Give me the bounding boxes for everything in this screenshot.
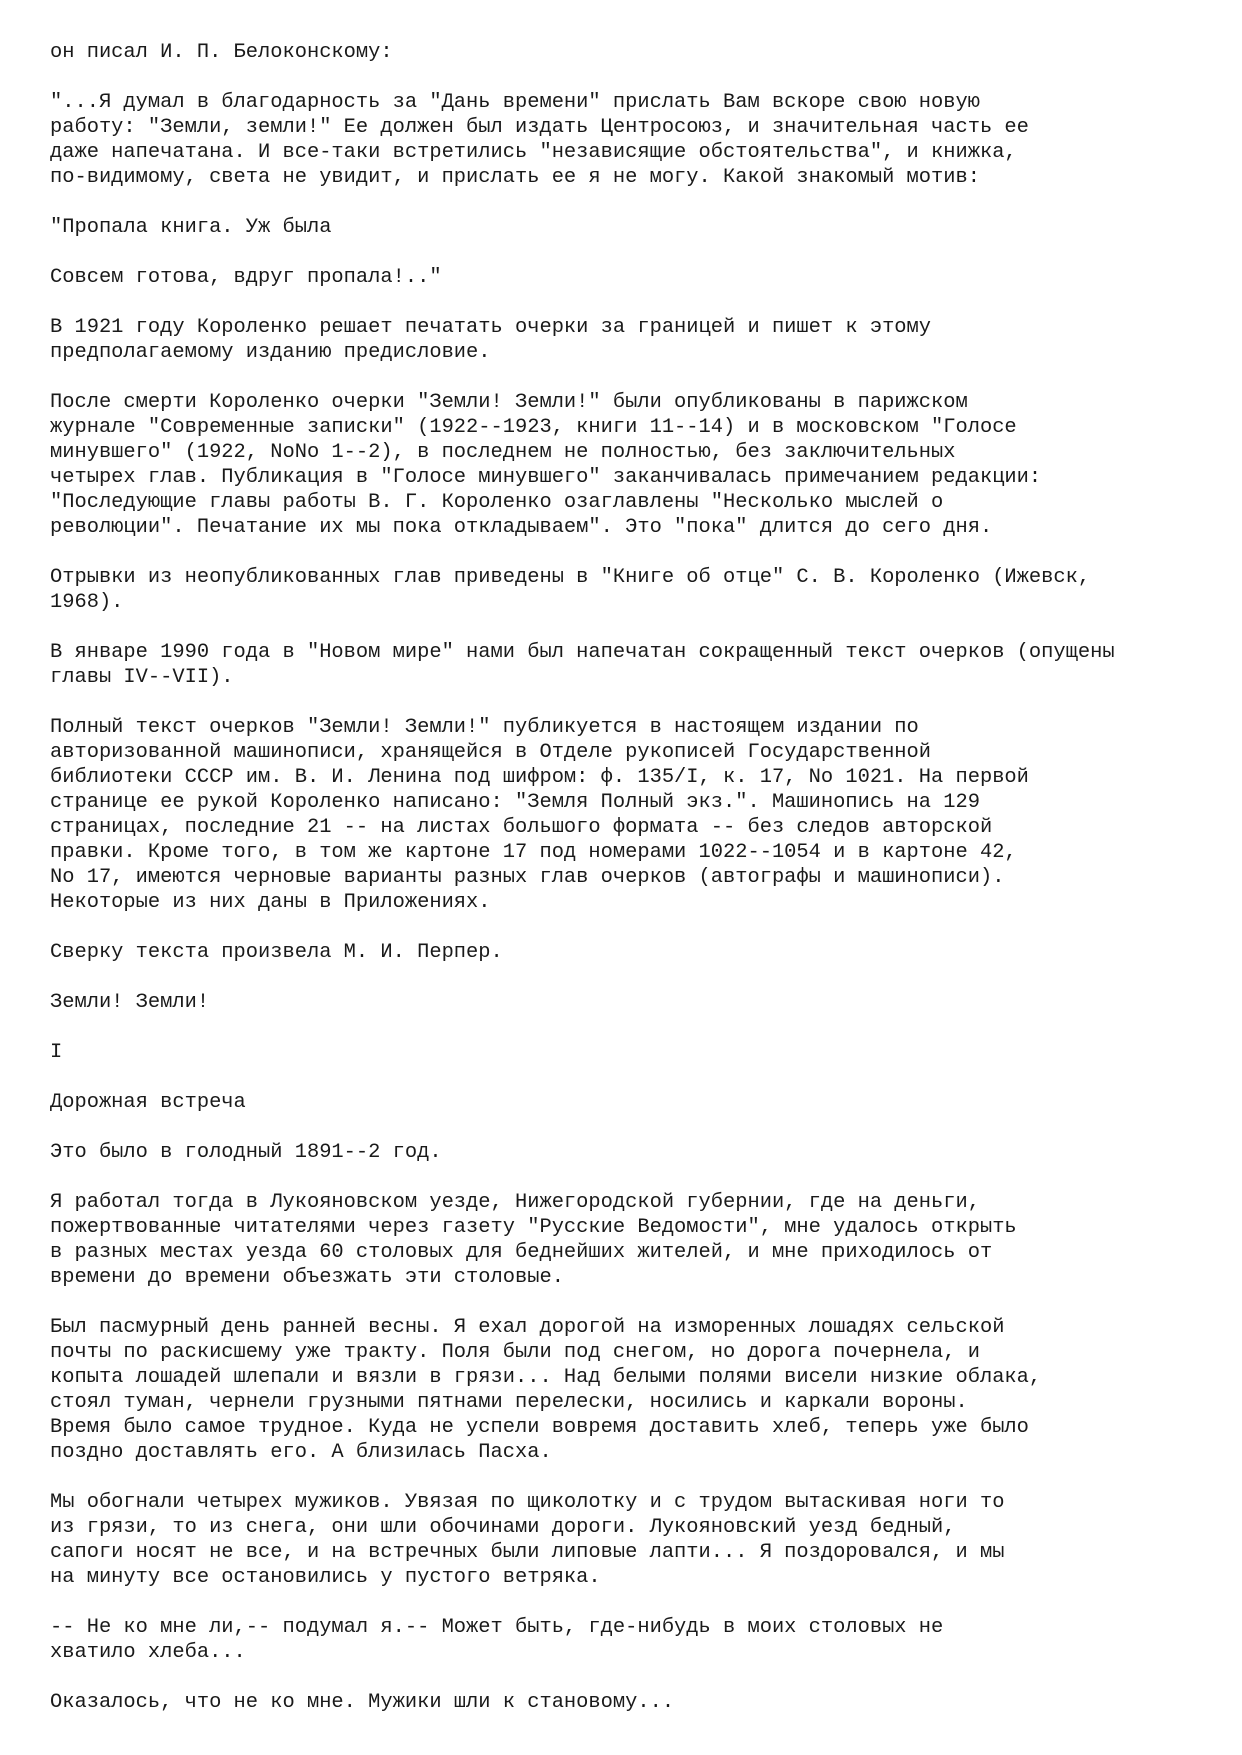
paragraph-closing: Оказалось, что не ко мне. Мужики шли к становому... (50, 1691, 675, 1714)
document-page (50, 40, 1220, 1740)
paragraph-excerpts: Отрывки из неопубликованных глав приведены в "Книге об отце" С. В. Короленко (Ижевск, 1968). (50, 566, 1091, 614)
paragraph-lukoyanov: Я работал тогда в Лукояновском уезде, Нижегородской губернии, где на деньги, пожертвованные читателями через газету "Русские Ведомости", мне удалось открыть в разных местах уезда 60 столовых для беднейших жителей, и мне приходилось от времени до времени объезжать эти столовые. (50, 1191, 1017, 1289)
paragraph-1990: В январе 1990 года в "Новом мире" нами был напечатан сокращенный текст очерков (опущены главы IV--VII). (50, 641, 1115, 689)
paragraph-spring-day: Был пасмурный день ранней весны. Я ехал дорогой на изморенных лошадях сельской почты по раскисшему уже тракту. Поля были под снегом, но дорога почернела, и копыта лошадей шлепали и вязли в грязи... Над белыми полями висели низкие облака, стоял туман, чернели грузными пятнами перелески, носились и каркали вороны. Время было самое трудное. Куда не успели вовремя доставить хлеб, теперь уже было поздно доставлять его. А близилась Пасха. (50, 1316, 1042, 1464)
paragraph-four-peasants: Мы обогнали четырех мужиков. Увязая по щиколотку и с трудом вытаскивая ноги то из грязи, то из снега, они шли обочинами дороги. Лукояновский уезд бедный, сапоги носят не все, и на встречных были липовые лапти... Я поздоровался, и мы на минуту все остановились у пустого ветряка. (50, 1491, 1005, 1589)
chapter-title: Дорожная встреча (50, 1091, 246, 1114)
paragraph-dialogue: -- Не ко мне ли,-- подумал я.-- Может быть, где-нибудь в моих столовых не хватило хлеба... (50, 1616, 944, 1664)
paragraph-intro: он писал И. П. Белоконскому: (50, 41, 393, 64)
paragraph-verse-line-2: Совсем готова, вдруг пропала!.." (50, 266, 442, 289)
paragraph-famine-year: Это было в голодный 1891--2 год. (50, 1141, 442, 1164)
chapter-number: I (50, 1041, 63, 1064)
paragraph-publication-history: После смерти Короленко очерки "Земли! Земли!" были опубликованы в парижском журнале "Современные записки" (1922--1923, книги 11--14) и в московском "Голосе минувшего" (1922, NoNo 1--2), в последнем не полностью, без заключительных четырех глав. Публикация в "Голосе минувшего" заканчивалась примечанием редакции: "Последующие главы работы В. Г. Короленко озаглавлены "Несколько мыслей о революции". Печатание их мы пока откладываем". Это "пока" длится до сего дня. (50, 391, 1042, 539)
work-title: Земли! Земли! (50, 991, 210, 1014)
paragraph-letter-quote: "...Я думал в благодарность за "Дань времени" прислать Вам вскоре свою новую работу: "Земли, земли!" Ее должен был издать Центросоюз, и значительная часть ее даже напечатана. И все-таки встретились "независящие обстоятельства", и книжка, по-видимому, света не увидит, и прислать ее я не могу. Какой знакомый мотив: (50, 91, 1029, 189)
paragraph-verse-line-1: "Пропала книга. Уж была (50, 216, 332, 239)
paragraph-1921: В 1921 году Короленко решает печатать очерки за границей и пишет к этому предполагаемому изданию предисловие. (50, 316, 932, 364)
paragraph-full-text: Полный текст очерков "Земли! Земли!" публикуется в настоящем издании по авторизованной машинописи, хранящейся в Отделе рукописей Государственной библиотеки СССР им. В. И. Ленина под шифром: ф. 135/I, к. 17, No 1021. На первой странице ее рукой Короленко написано: "Земля Полный экз.". Машинопись на 129 страницах, последние 21 -- на листах большого формата -- без следов авторской правки. Кроме того, в том же картоне 17 под номерами 1022--1054 и в картоне 42, No 17, имеются черновые варианты разных глав очерков (автографы и машинописи). Некоторые из них даны в Приложениях. (50, 716, 1029, 914)
paragraph-verification: Сверку текста произвела М. И. Перпер. (50, 941, 503, 964)
